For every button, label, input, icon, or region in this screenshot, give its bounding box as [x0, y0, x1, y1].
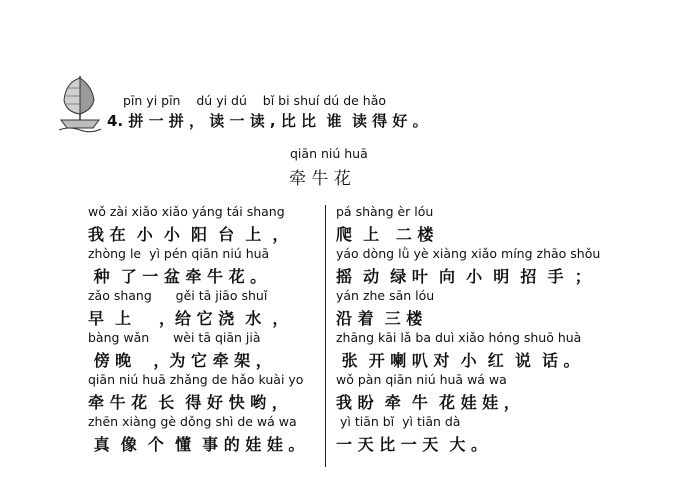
left-line-1-pinyin: wǒ zài xiǎo xiǎo yáng tái shang	[88, 204, 285, 219]
left-line-1-text: 我 在 小 小 阳 台 上 ，	[88, 225, 289, 244]
left-line-2-text: 种 了 一 盆 牵 牛 花 。	[88, 267, 267, 286]
right-line-6-pinyin: yì tiān bǐ yì tiān dà	[336, 414, 461, 429]
right-line-1-pinyin: pá shàng èr lóu	[336, 204, 434, 219]
left-line-2-pinyin: zhòng le yì pén qiān niú huā	[88, 246, 270, 261]
right-line-5-pinyin: wǒ pàn qiān niú huā wá wa	[336, 372, 507, 387]
left-line-4-pinyin: bàng wǎn wèi tā qiān jià	[88, 330, 261, 345]
left-line-4-text: 傍 晚 ，为 它 牵 架 ，	[88, 351, 272, 370]
right-line-4-text: 张 开 喇 叭 对 小 红 说 话 。	[336, 351, 580, 370]
left-line-5-pinyin: qiān niú huā zhǎng de hǎo kuài yo	[88, 372, 304, 387]
right-line-5-text: 我 盼 牵 牛 花 娃 娃 ，	[336, 393, 520, 412]
left-line-3-text: 早 上 ，给 它 浇 水 ，	[88, 309, 289, 328]
poem-title-pinyin: qiān niú huā	[290, 146, 368, 161]
column-divider	[325, 205, 326, 467]
right-line-3-text: 沿 着 三 楼	[336, 309, 423, 328]
left-line-6-pinyin: zhēn xiàng gè dǒng shì de wá wa	[88, 414, 297, 429]
right-line-6-text: 一 天 比 一 天 大 。	[336, 435, 487, 454]
left-line-3-pinyin: zǎo shang gěi tā jiāo shuǐ	[88, 288, 268, 303]
left-line-6-text: 真 像 个 懂 事 的 娃 娃 。	[88, 435, 305, 454]
poem-title: 牵 牛 花	[289, 169, 351, 189]
right-line-2-text: 摇 动 绿 叶 向 小 明 招 手 ；	[336, 267, 591, 286]
exercise-instruction: 4. 拼 一 拼 ， 读 一 读 , 比 比 谁 读 得 好 。	[107, 112, 428, 130]
sailboat-icon	[58, 72, 102, 134]
exercise-pinyin: pīn yi pīn dú yi dú bǐ bi shuí dú de hǎo	[123, 93, 387, 108]
right-line-2-pinyin: yáo dòng lǜ yè xiàng xiǎo míng zhāo shǒu	[336, 246, 601, 261]
right-line-4-pinyin: zhāng kāi lǎ ba duì xiǎo hóng shuō huà	[336, 330, 582, 345]
right-line-3-pinyin: yán zhe sān lóu	[336, 288, 435, 303]
right-line-1-text: 爬 上 二 楼	[336, 225, 434, 244]
left-line-5-text: 牵 牛 花 长 得 好 快 哟 ，	[88, 393, 288, 412]
